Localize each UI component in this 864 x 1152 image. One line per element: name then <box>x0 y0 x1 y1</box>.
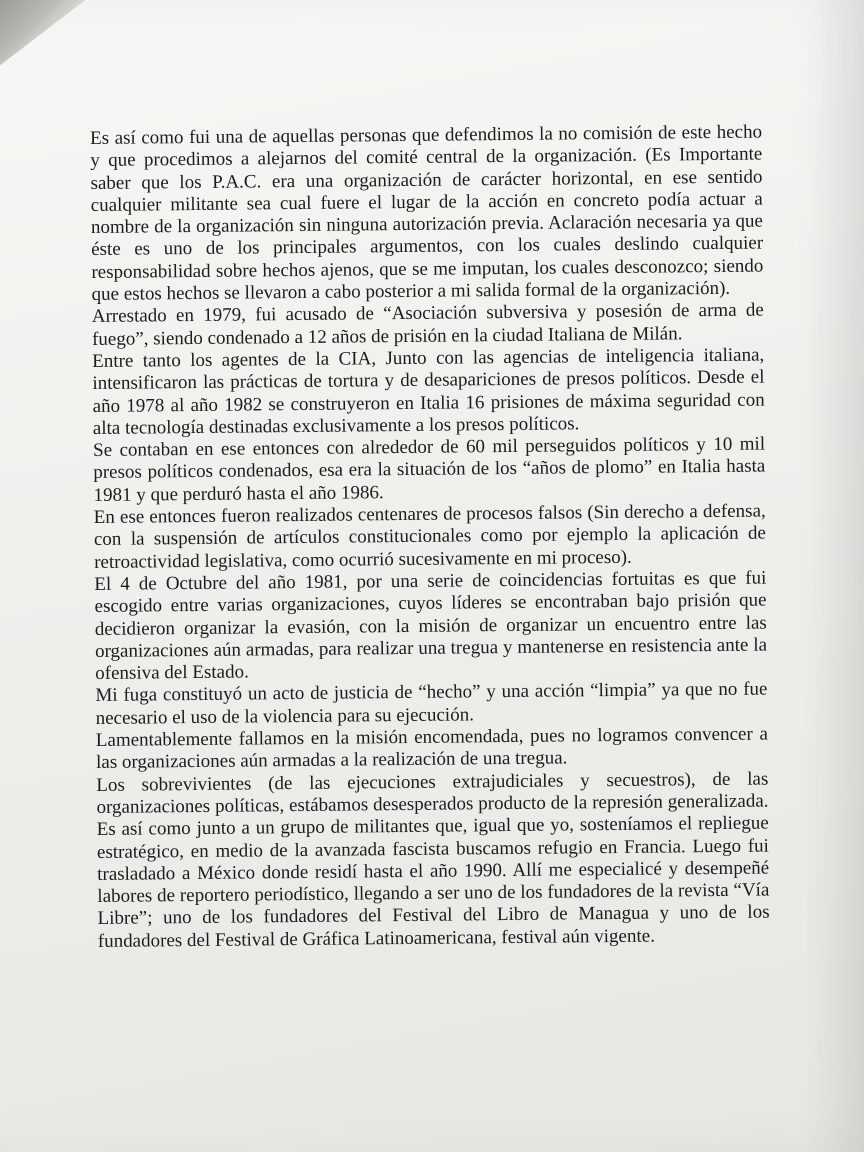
right-edge-shading <box>804 0 864 1152</box>
paragraph-2: Arrestado en 1979, fui acusado de “Asociación subversiva y posesión de arma de fuego”, siendo condenado a 12 años de prisión en la ciudad Italiana de Milán. <box>91 299 764 350</box>
paragraph-9: Los sobrevivientes (de las ejecuciones extrajudiciales y secuestros), de las organizaciones políticas, estábamos desesperados producto de la represión generalizada. Es así como junto a un grupo de militantes que, igual que yo, sosteníamos el repliegue estratégico, en medio de la avanzada fascista buscamos refugio en Francia. Luego fui trasladado a México donde residí hasta el año 1990. Allí me especialicé y desempeñé labores de reportero periodístico, llegando a ser uno de los fundadores de la revista “Vía Libre”; uno de los fundadores del Festival del Libro de Managua y uno de los fundadores del Festival de Gráfica Latinoamericana, festival aún vigente. <box>96 768 770 952</box>
paragraph-8: Lamentablemente fallamos en la misión encomendada, pues no logramos convencer a las organizaciones aún armadas a la realización de una tregua. <box>95 723 768 774</box>
paragraph-4: Se contaban en ese entonces con alrededor de 60 mil perseguidos políticos y 10 mil presos políticos condenados, esa era la situación de los “años de plomo” en Italia hasta 1981 y que perduró hasta el año 1986. <box>92 433 766 506</box>
document-body <box>90 122 770 953</box>
paragraph-5: En ese entonces fueron realizados centenares de procesos falsos (Sin derecho a defensa, con la suspensión de artículos constitucionales como por ejemplo la aplicación de retroactividad legislativa, como ocurrió sucesivamente en mi proceso). <box>93 500 767 573</box>
paragraph-3: Entre tanto los agentes de la CIA, Junto con las agencias de inteligencia italiana, intensificaron las prácticas de tortura y de desapariciones de presos políticos. Desde el año 1978 al año 1982 se construyeron en Italia 16 prisiones de máxima seguridad con alta tecnología destinadas exclusivamente a los presos políticos. <box>92 344 765 439</box>
paragraph-7: Mi fuga constituyó un acto de justicia de “hecho” y una acción “limpia” ya que no fue necesario el uso de la violencia para su ejecución. <box>95 678 768 729</box>
folded-corner-shadow <box>0 0 101 80</box>
paragraph-1: Es así como fui una de aquellas personas que defendimos la no comisión de este hecho y que procedimos a alejarnos del comité central de la organización. (Es Importante saber que los P.A.C. era una organización de carácter horizontal, en ese sentido cualquier militante sea cual fuere el lugar de la acción en concreto podía actuar a nombre de la organización sin ninguna autorización previa. Aclaración necesaria ya que éste es uno de los principales argumentos, con los cuales deslindo cualquier responsabilidad sobre hechos ajenos, que se me imputan, los cuales desconozco; siendo que estos hechos se llevaron a cabo posterior a mi salida formal de la organización). <box>90 121 764 306</box>
paragraph-6: El 4 de Octubre del año 1981, por una serie de coincidencias fortuitas es que fui escogido entre varias organizaciones, cuyos líderes se encontraban bajo prisión que decidieron organizar la evasión, con la misión de organizar un encuentro entre las organizaciones aún armadas, para realizar una tregua y mantenerse en resistencia ante la ofensiva del Estado. <box>94 567 768 685</box>
